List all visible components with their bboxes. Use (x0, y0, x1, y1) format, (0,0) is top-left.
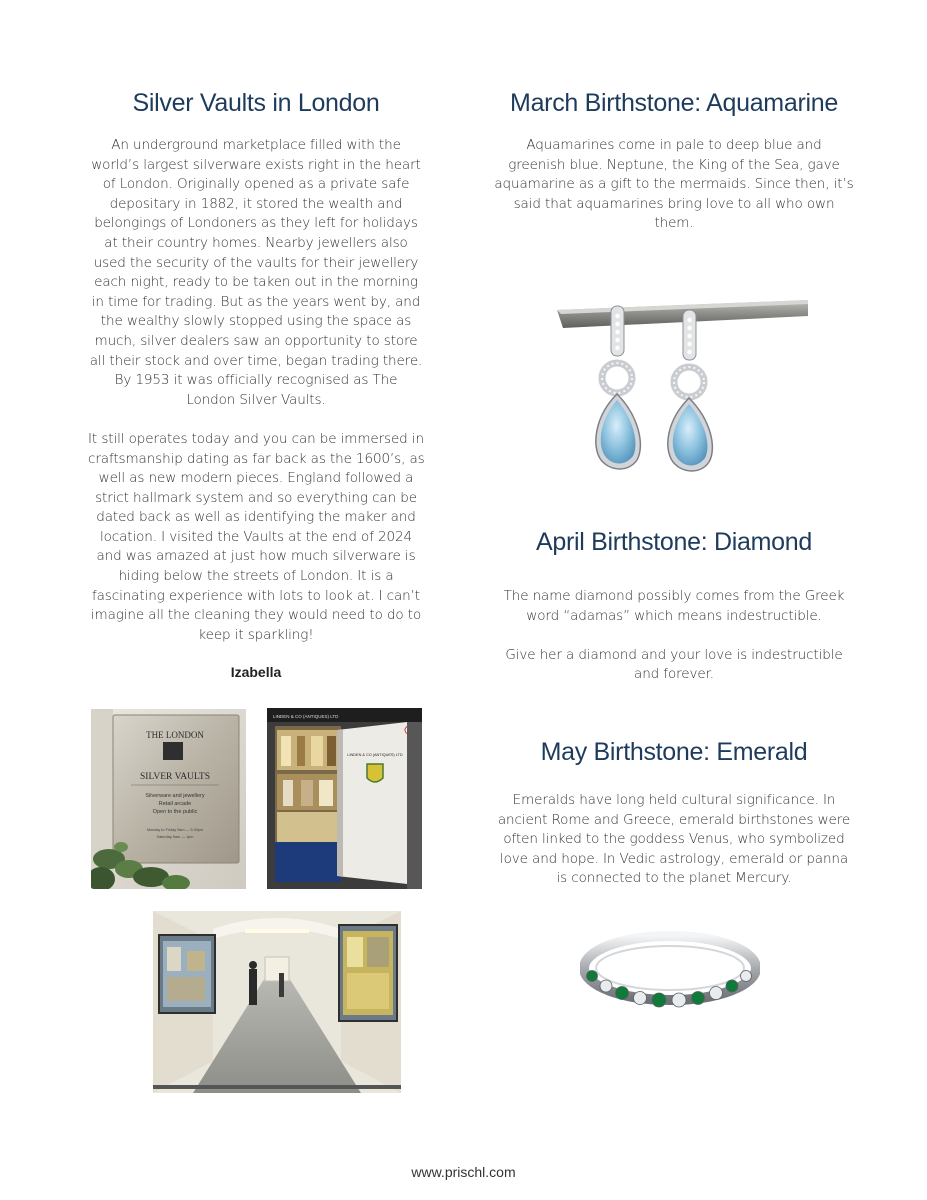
text-line: ancient Rome and Greece, emerald birthstones were (497, 811, 851, 828)
text-line: depositary in 1882, it stored the wealth and (109, 195, 403, 212)
text-line: well as new modern pieces. England followed a (98, 470, 414, 487)
april-title: April Birthstone: Diamond (536, 528, 812, 556)
text-line: imagine all the cleaning they would need to do to (90, 607, 422, 624)
text-line: and was amazed at just how much silverware is (96, 548, 416, 565)
text-line: strict hallmark system and so everything can be (95, 489, 417, 506)
text-line: the wealthy slowly stopped using the space as (100, 313, 412, 330)
text-line: world’s largest silverware exists right in the heart (91, 156, 421, 173)
sign-line-1: THE LONDON (146, 730, 204, 740)
text-line: of London. Originally opened as a private safe (102, 176, 410, 193)
text-line: often linked to the goddess Venus, who symbolized (503, 831, 845, 848)
text-line: and forever. (634, 666, 714, 683)
april-paragraph-1 (486, 587, 862, 626)
sign-line-6: Monday to Friday 9am — 5.30pm (146, 828, 204, 832)
emerald-ring-image (580, 928, 760, 1012)
april-birthstone-section (486, 527, 862, 685)
text-line: keep it sparkling! (198, 626, 314, 643)
text-line: An underground marketplace filled with the (111, 137, 401, 153)
may-birthstone-section (486, 737, 862, 889)
text-line: location. I visited the Vaults at the end of 2024 (99, 528, 413, 545)
text-line: word “adamas” which means indestructible. (526, 607, 822, 624)
text-line: love and hope. In Vedic astrology, emerald or panna (499, 850, 849, 867)
sign-line-7: Saturday 9am — 1pm (156, 835, 194, 839)
footer-website: www.prischl.com (411, 1164, 516, 1180)
text-line: each night, ready to be taken out in the morning (94, 274, 418, 291)
aquamarine-earrings-image (555, 296, 808, 486)
text-line: at their country homes. Nearby jewellers also (104, 234, 408, 251)
text-line: hiding below the streets of London. It is a (118, 568, 394, 585)
may-title: May Birthstone: Emerald (540, 738, 808, 766)
text-line: Emeralds have long held cultural significance. In (512, 792, 836, 808)
text-line: used the security of the vaults for their jewellery (93, 254, 419, 271)
text-line: aquamarine as a gift to the mermaids. Since then, it’s (494, 176, 854, 193)
sign-line-4: Retail arcade (158, 801, 192, 807)
text-line: fascinating experience with lots to look at. I can’t (91, 587, 420, 604)
text-line: dated back as well as identifying the maker and (96, 509, 416, 526)
door-header-text: LINDEN & CO (ANTIQUES) LTD (273, 714, 339, 719)
text-line: all their stock and over time, began trading there. (89, 352, 423, 369)
may-paragraph (486, 791, 862, 889)
march-birthstone-section (486, 88, 862, 234)
text-line: Aquamarines come in pale to deep blue and (526, 137, 822, 153)
text-line: greenish blue. Neptune, the King of the Sea, gave (508, 156, 840, 173)
sign-line-3: Silverware and jewellery (145, 793, 205, 799)
text-line: belongings of Londoners as they left for holidays (94, 215, 418, 232)
text-line: much, silver dealers saw an opportunity to store (94, 332, 418, 349)
text-line: said that aquamarines bring love to all who own (513, 195, 835, 212)
article-paragraph-2 (88, 430, 424, 646)
article-paragraph-1 (88, 136, 424, 410)
text-line: in time for trading. But as the years went by, and (91, 293, 421, 310)
april-paragraph-2 (486, 646, 862, 685)
antiques-shop-door-photo (267, 708, 422, 889)
text-line: London Silver Vaults. (186, 391, 326, 408)
article-author: Izabella (230, 664, 282, 681)
silver-vaults-article (88, 88, 424, 680)
march-paragraph (486, 136, 862, 234)
text-line: Give her a diamond and your love is indestructible (505, 646, 843, 663)
article-title: Silver Vaults in London (132, 89, 380, 117)
march-title: March Birthstone: Aquamarine (510, 89, 838, 117)
sign-line-2: SILVER VAULTS (140, 772, 210, 782)
text-line: them. (654, 215, 694, 232)
text-line: By 1953 it was officially recognised as The (114, 372, 398, 389)
text-line: is connected to the planet Mercury. (556, 870, 792, 887)
text-line: craftsmanship dating as far back as the 1600’s, as (88, 450, 425, 467)
text-line: The name diamond possibly comes from the Greek (503, 588, 845, 604)
text-line: It still operates today and you can be immersed in (88, 430, 424, 447)
sign-line-5: Open to the public (152, 809, 198, 815)
vault-corridor-photo (153, 911, 401, 1093)
silver-vaults-sign-photo (91, 709, 246, 889)
door-sign-text: LINDEN & CO (ANTIQUES) LTD (347, 753, 403, 757)
